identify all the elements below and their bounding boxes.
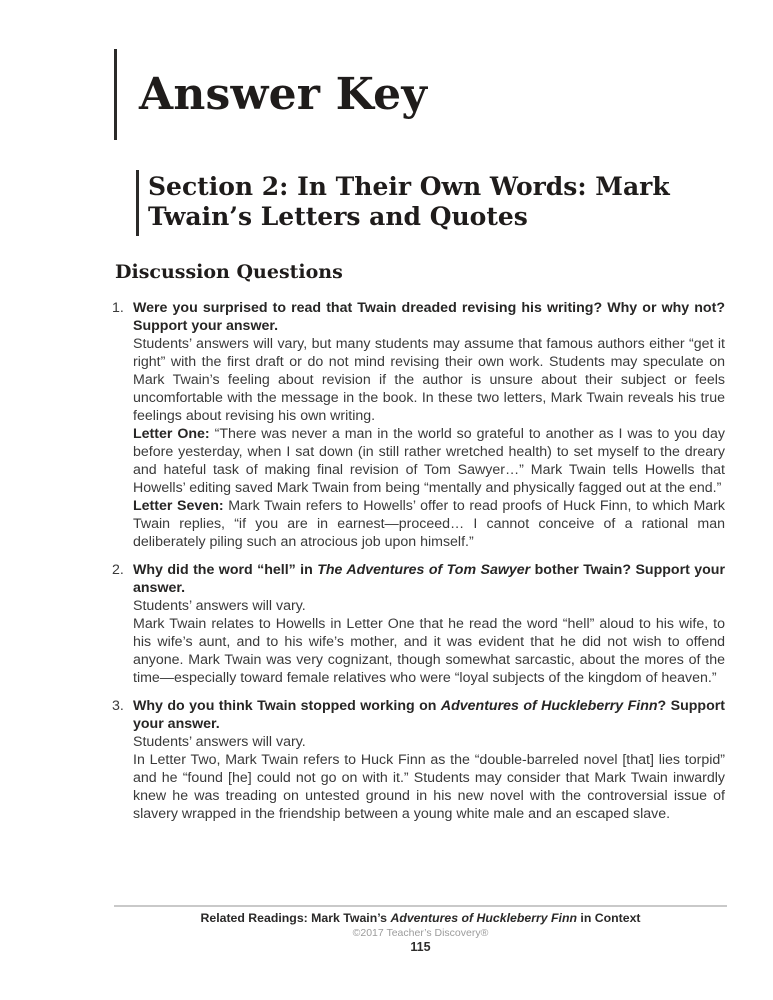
text-run: Adventures of Huckleberry Finn	[440, 698, 658, 714]
answer-paragraph	[133, 425, 725, 497]
text-run: Mark Twain relates to Howells in Letter One that he read the word “hell” aloud to his wife, to his wife’s aunt, and to his wife’s mother, and it was evident that he did not wish to offend anyone. Mark Twain was very cognizant, though somewhat sarcastic, about the mores of the time—especially toward female relatives who were “loyal subjects of the kingdom of heaven.”	[133, 616, 725, 686]
text-run: bother Twain? Support your answer.	[133, 562, 725, 596]
question-text	[133, 299, 725, 335]
answer-paragraph	[133, 733, 725, 751]
section-heading: Section 2: In Their Own Words: Mark Twain’s Letters and Quotes	[148, 172, 670, 231]
text-run: in Context	[576, 911, 641, 925]
title-vertical-rule	[114, 49, 117, 140]
answer-paragraph	[133, 751, 725, 823]
question-text	[133, 561, 725, 597]
footer-divider	[114, 905, 727, 907]
question-body	[133, 299, 725, 551]
section-vertical-rule	[136, 170, 139, 236]
page-title: Answer Key	[139, 69, 428, 120]
answer-paragraph	[133, 615, 725, 687]
question-item	[112, 299, 725, 551]
question-number: 2.	[112, 562, 124, 578]
answer-paragraph	[133, 497, 725, 551]
question-item	[112, 561, 725, 687]
text-run: Letter Seven:	[133, 498, 229, 514]
answer-paragraph	[133, 335, 725, 425]
text-run: Students’ answers will vary.	[133, 598, 306, 614]
text-run: Adventures of Huckleberry Finn	[390, 911, 577, 925]
text-run: Letter One:	[133, 426, 215, 442]
question-item	[112, 697, 725, 823]
question-body	[133, 561, 725, 687]
question-list	[112, 299, 725, 833]
page-number: 115	[410, 940, 431, 954]
text-run: Were you surprised to read that Twain dreaded revising his writing? Why or why not? Support your answer.	[133, 300, 725, 334]
footer-copyright: ©2017 Teacher’s Discovery®	[352, 927, 489, 939]
question-text	[133, 697, 725, 733]
text-run: Students’ answers will vary.	[133, 734, 306, 750]
discussion-questions-heading: Discussion Questions	[115, 261, 343, 283]
text-run: ? Support your answer.	[133, 698, 725, 732]
text-run: In Letter Two, Mark Twain refers to Huck Finn as the “double-barreled novel [that] lies torpid” and he “found [he] could not go on with it.” Students may consider that Mark Twain inwardly knew he was treading on untested ground in his new novel with the controversial issue of slavery wrapped in the friendship between a young white male and an escaped slave.	[133, 752, 725, 822]
text-run: Related Readings: Mark Twain’s	[200, 911, 391, 925]
question-body	[133, 697, 725, 823]
text-run: The Adventures of Tom Sawyer	[317, 562, 531, 578]
footer-related-readings	[114, 911, 727, 926]
text-run: Why did the word “hell” in	[133, 562, 318, 578]
text-run: Students’ answers will vary, but many students may assume that famous authors either “get it right” with the first draft or do not mind revising their own work. Students may speculate on Mark Twain’s feeling about revision if the author is unsure about their subject or feels uncomfortable with the message in the book. In these two letters, Mark Twain reveals his true feelings about revising his own writing.	[133, 336, 725, 424]
text-run: Why do you think Twain stopped working on	[133, 698, 441, 714]
question-number: 3.	[112, 698, 124, 714]
answer-paragraph	[133, 597, 725, 615]
question-number: 1.	[112, 300, 124, 316]
text-run: “There was never a man in the world so grateful to another as I was to you day before yesterday, when I sat down (in still rather wretched health) to set myself to the dreary and hateful task of making final revision of Tom Sawyer…” Mark Twain tells Howells that Howells’ editing saved Mark Twain from being “mentally and physically fagged out at the end.”	[133, 426, 725, 496]
text-run: Mark Twain refers to Howells’ offer to read proofs of Huck Finn, to which Mark Twain replies, “if you are in earnest—proceed… I cannot conceive of a rational man deliberately piling such an atrocious job upon himself.”	[133, 498, 725, 550]
